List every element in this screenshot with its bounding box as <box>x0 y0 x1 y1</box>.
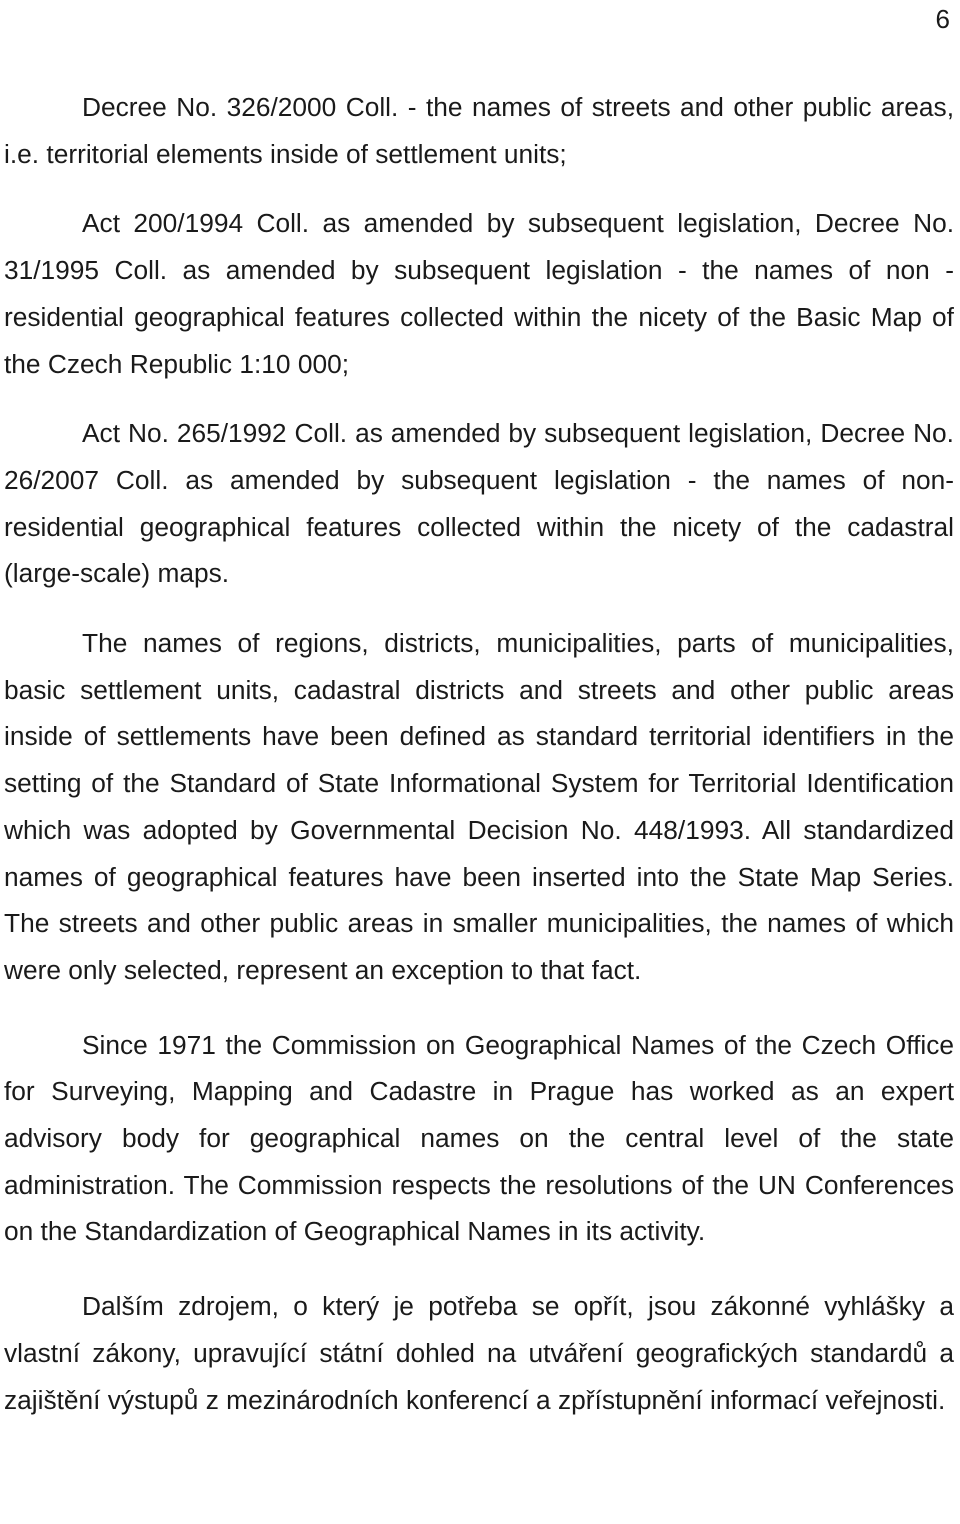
paragraph-act-265: Act No. 265/1992 Coll. as amended by subsequent legislation, Decree No. 26/2007 Coll. as amended by subsequent legislation - the names of non-residential geographical features collected within the nicety of the cadastral (large-scale) maps. <box>4 418 954 589</box>
document-body <box>4 84 954 1423</box>
paragraph-decree-326: Decree No. 326/2000 Coll. - the names of streets and other public areas, i.e. territorial elements inside of settlement units; <box>4 92 954 169</box>
paragraph-czech-text: Dalším zdrojem, o který je potřeba se opřít, jsou zákonné vyhlášky a vlastní zákony, upravující státní dohled na utváření geografických standardů a zajištění výstupů z mezinárodních konferencí a zpřístupnění informací veřejnosti. <box>4 1291 954 1415</box>
paragraph-commission: Since 1971 the Commission on Geographical Names of the Czech Office for Surveying, Mapping and Cadastre in Prague has worked as an expert advisory body for geographical names on the central level of the state administration. The Commission respects the resolutions of the UN Conferences on the Standardization of Geographical Names in its activity. <box>4 1029 954 1247</box>
page-number: 6 <box>935 4 950 34</box>
paragraph-act-200: Act 200/1994 Coll. as amended by subsequent legislation, Decree No. 31/1995 Coll. as amended by subsequent legislation - the names of non -residential geographical features collected within the nicety of the Basic Map of the Czech Republic 1:10 000; <box>4 208 954 379</box>
paragraph-standard-identifiers: The names of regions, districts, municipalities, parts of municipalities, basic settlement units, cadastral districts and streets and other public areas inside of settlements have been defined as standard territorial identifiers in the setting of the Standard of State Informational System for Territorial Identification which was adopted by Governmental Decision No. 448/1993. All standardized names of geographical features have been inserted into the State Map Series. The streets and other public areas in smaller municipalities, the names of which were only selected, represent an exception to that fact. <box>4 628 954 985</box>
